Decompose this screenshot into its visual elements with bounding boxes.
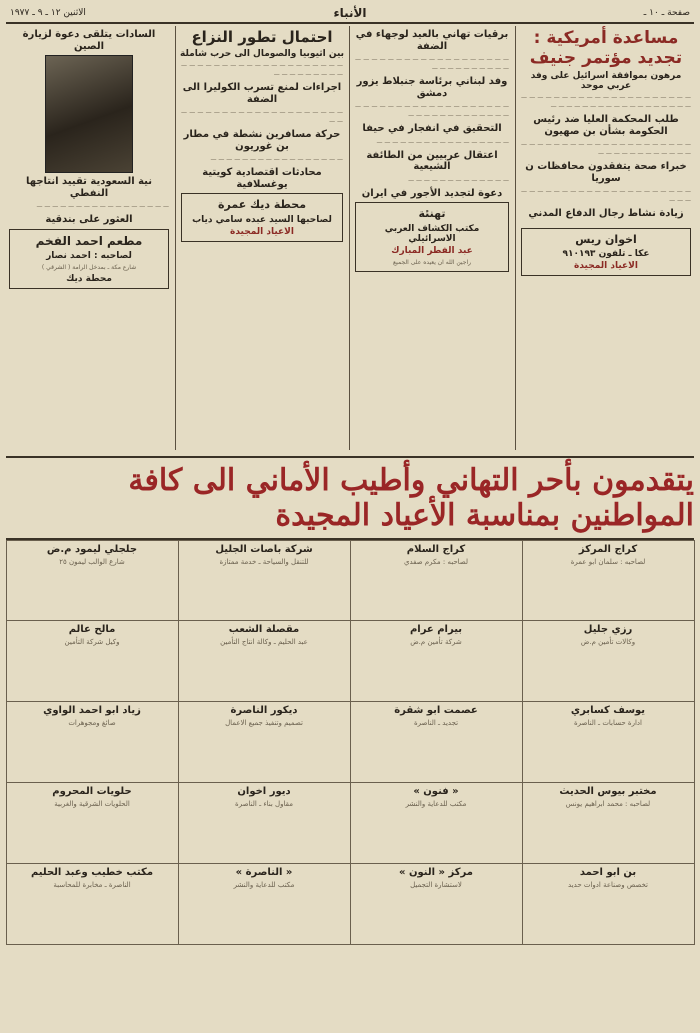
- ad-title: كراج السلام: [406, 543, 466, 555]
- headline-rifle: العثور على بندقية: [45, 214, 133, 225]
- ad-title: بيرام عرام: [409, 624, 463, 636]
- ad-title: كراج المركز: [578, 543, 638, 555]
- banner-text: يتقدمون بأحر التهاني وأطيب الأماني الى كافة المواطنين بمناسبة الأعياد المجيدة: [128, 463, 694, 533]
- ad-cell: [522, 863, 695, 945]
- ad-cell: [6, 863, 179, 945]
- ad-title: « الناصرة »: [235, 866, 293, 878]
- ad-text: تجديد ـ الناصرة: [413, 719, 459, 728]
- ad-title: بن ابو احمد: [579, 866, 637, 878]
- ad-cell: [6, 701, 179, 783]
- greeting-title: مطعم احمد الفخم: [35, 233, 143, 248]
- ad-title: جلجلي ليمود م.ض: [46, 543, 138, 555]
- greeting-restaurant: [9, 229, 169, 290]
- masthead: الأنباء: [333, 6, 367, 20]
- ad-cell: [178, 782, 351, 864]
- page-number: صفحة ـ ١٠ ـ: [643, 8, 690, 18]
- ad-text: للتنقل والسياحة ـ خدمة ممتازة: [219, 557, 309, 566]
- greeting-address: شارع مكة ـ بمدخل الرامة ( الشرقي ): [41, 264, 137, 272]
- article-body: — — — — — — — — — — — — — — — — — — — — — —: [181, 109, 343, 126]
- headline-defense: زيادة نشاط رجال الدفاع المدني: [528, 208, 684, 220]
- ad-title: مقصلة الشعب: [228, 624, 300, 636]
- page-header: [6, 6, 694, 24]
- headline-greetings: برقيات تهاني بالعيد لوجهاء في الضفة: [355, 29, 509, 52]
- ad-cell: [350, 540, 523, 622]
- article-body: — — — — — — — — — — — — — — — — —: [210, 156, 343, 164]
- column-rule: [515, 26, 516, 450]
- column-4: [6, 26, 172, 450]
- ad-title: يوسف كسابري: [570, 705, 646, 717]
- ad-text: تصميم وتنفيذ جميع الاعمال: [225, 719, 303, 728]
- greeting-phone: عكا ـ تلفون ٩١٠١٩٣: [562, 249, 650, 260]
- column-rule: [175, 26, 176, 450]
- portrait-photo: [45, 55, 133, 173]
- ad-cell: [350, 782, 523, 864]
- ad-title: زياد ابو احمد الواوي: [43, 705, 141, 717]
- greeting-banner: [6, 456, 694, 540]
- greeting-feast: الاعياد المجيدة: [574, 261, 638, 272]
- greeting-footer: راجين الله ان يعيده على الجميع: [392, 258, 472, 266]
- headline-airport: حركة مسافرين نشطة في مطار بن غوريون: [183, 129, 341, 152]
- subheadline-conflict: بين اثيوبيا والصومال الى حرب شاملة: [180, 49, 344, 60]
- greeting-title: اخوان ريس: [575, 232, 637, 246]
- ad-text: مكتب للدعاية والنشر: [233, 880, 295, 889]
- greeting-brothers: [521, 228, 691, 277]
- headline-health: خبراء صحة يتفقدون محافظات ن سوريا: [525, 161, 687, 184]
- ad-text: وكيل شركة التأمين: [64, 638, 120, 647]
- greeting-org: مكتب الكشاف العربي الاسرائيلي: [384, 223, 480, 244]
- column-2: [352, 26, 512, 450]
- column-1: [518, 26, 694, 450]
- ad-text: لصاحبه : سلمان ابو عمرة: [570, 557, 646, 566]
- ad-cell: [6, 540, 179, 622]
- headline-arrest: اعتقال عربيين من الطائفة الشيعية: [366, 149, 498, 172]
- ad-text: صائغ ومجوهرات: [68, 719, 116, 728]
- greeting-owner: لصاحبها السيد عبده سامي دياب: [192, 214, 332, 225]
- article-body: — — — — — — — — — — — — — — — — — — — — — — — — — — — — —: [355, 56, 509, 72]
- article-body: — — — — — — — — — — — — — — — — — — — — — — — — — — — — — — — —: [355, 103, 509, 119]
- headline-court: طلب المحكمة العليا ضد رئيس الحكومة بشأن بن صهيون: [533, 114, 679, 137]
- ad-text: مكتب للدعاية والنشر: [405, 800, 467, 808]
- column-rule: [349, 26, 350, 450]
- headline-sadat: السادات يتلقى دعوة لزيارة الصين: [22, 29, 156, 52]
- ad-text: وكالات تأمين م.ض: [580, 638, 636, 647]
- ad-title: مالح عالم: [68, 624, 116, 636]
- ad-title: عصمت ابو شقرة: [394, 705, 478, 717]
- ad-text: تخصص وصناعة ادوات حديد: [568, 880, 648, 889]
- ad-cell: [522, 620, 695, 702]
- ad-title: مركز « النون »: [399, 866, 473, 878]
- ad-cell: [178, 863, 351, 945]
- ad-title: « فنون »: [413, 786, 459, 797]
- column-3: [178, 26, 346, 450]
- greeting-feast: الاعياد المجيدة: [230, 226, 294, 237]
- greeting-title: محطة ديك عمرة: [217, 198, 307, 212]
- ad-title: رزي جليل: [583, 624, 633, 636]
- greeting-station: [181, 193, 343, 242]
- article-body: — — — — — — — — — — — — — — — — —: [376, 138, 509, 146]
- ad-cell: [6, 782, 179, 864]
- ad-text: الحلويات الشرقية والغربية: [54, 800, 130, 808]
- ads-grid: [6, 540, 694, 1025]
- article-body: — — — — — — — — — — — — — — — — —: [36, 203, 169, 210]
- headline-cholera: اجراءات لمنع تسرب الكوليرا الى الضفة: [182, 82, 342, 105]
- ad-title: حلويات المحروم: [52, 786, 132, 797]
- ad-cell: [350, 863, 523, 945]
- ad-text: الناصرة ـ مخابرة للمحاسبة: [53, 880, 131, 889]
- ad-title: مكتب خطيب وعبد الحليم: [30, 866, 154, 878]
- ad-text: مقاول بناء ـ الناصرة: [235, 800, 293, 808]
- article-body: — — — — — — — — — — — — — — — — — — — — — — — — — — — — — — — — — — — — — — —: [521, 94, 691, 111]
- ad-cell: [350, 701, 523, 783]
- ad-text: شارع الوالب ليمون ٢٥: [59, 557, 125, 566]
- ad-cell: [178, 620, 351, 702]
- ad-title: ديور اخوان: [237, 786, 291, 797]
- headline-lebanon: وفد لبناني برئاسة جنبلاط يزور دمشق: [356, 76, 508, 99]
- greeting-scouts: [355, 202, 509, 272]
- ad-cell: [522, 540, 695, 622]
- headline-saudi: نية السعودية تقييد انتاجها النفطي: [25, 176, 153, 199]
- ad-text: شركة تأمين م.ض: [410, 638, 462, 647]
- issue-date: الاثنين ١٢ ـ ٩ ـ ١٩٧٧: [10, 8, 86, 18]
- main-headline: مساعدة أمريكية : تجديد مؤتمر جنيف: [529, 28, 683, 68]
- article-body: — — — — — — — — — — — — — — — — — — — — — — — — — — — — — — — — —: [521, 141, 691, 158]
- headline-conflict: احتمال تطور النزاع: [191, 28, 333, 46]
- greeting-owner: لصاحبه : احمد نصار: [46, 251, 132, 262]
- greeting-feast: محطة ديك: [66, 274, 112, 285]
- headline-iran: دعوة لتجديد الأجور في ايران: [361, 187, 503, 199]
- article-body: — — — — — — — — — — — — — — — — — — — — — — — —: [521, 188, 691, 205]
- headline-kuwait: محادثات اقتصادية كويتية يوغسلافية: [202, 167, 322, 190]
- article-body: — — — — — — — — — — — — —: [408, 176, 509, 184]
- main-subheadline: مرهون بموافقة اسرائيل على وفد عربي موحد: [530, 71, 682, 92]
- ad-title: شركة باصات الجليل: [215, 543, 313, 555]
- article-body: — — — — — — — — — — — — — — — — — — — — — — — — — — — — —: [181, 62, 343, 79]
- ad-text: لصاحبه : مكرم صفدي: [403, 557, 468, 566]
- greeting-feast: عبد الفطر المبارك: [391, 245, 473, 256]
- ad-cell: [522, 701, 695, 783]
- ad-cell: [178, 540, 351, 622]
- greeting-title: تهنئة: [418, 207, 446, 220]
- headline-haifa: التحقيق في انفجار في حيفا: [362, 123, 502, 134]
- ad-text: لاستشارة التجميل: [410, 880, 462, 889]
- ad-title: مختبر بيوس الحديث: [559, 786, 657, 797]
- ad-cell: [350, 620, 523, 702]
- ad-cell: [522, 782, 695, 864]
- ad-cell: [6, 620, 179, 702]
- ad-text: ادارة حسابات ـ الناصرة: [574, 719, 642, 728]
- ad-text: عبد الحليم ـ وكالة انتاج التأمين: [220, 638, 308, 647]
- ad-cell: [178, 701, 351, 783]
- ad-title: ديكور الناصرة: [230, 705, 298, 717]
- ad-text: لصاحبه : محمد ابراهيم يونس: [565, 800, 651, 808]
